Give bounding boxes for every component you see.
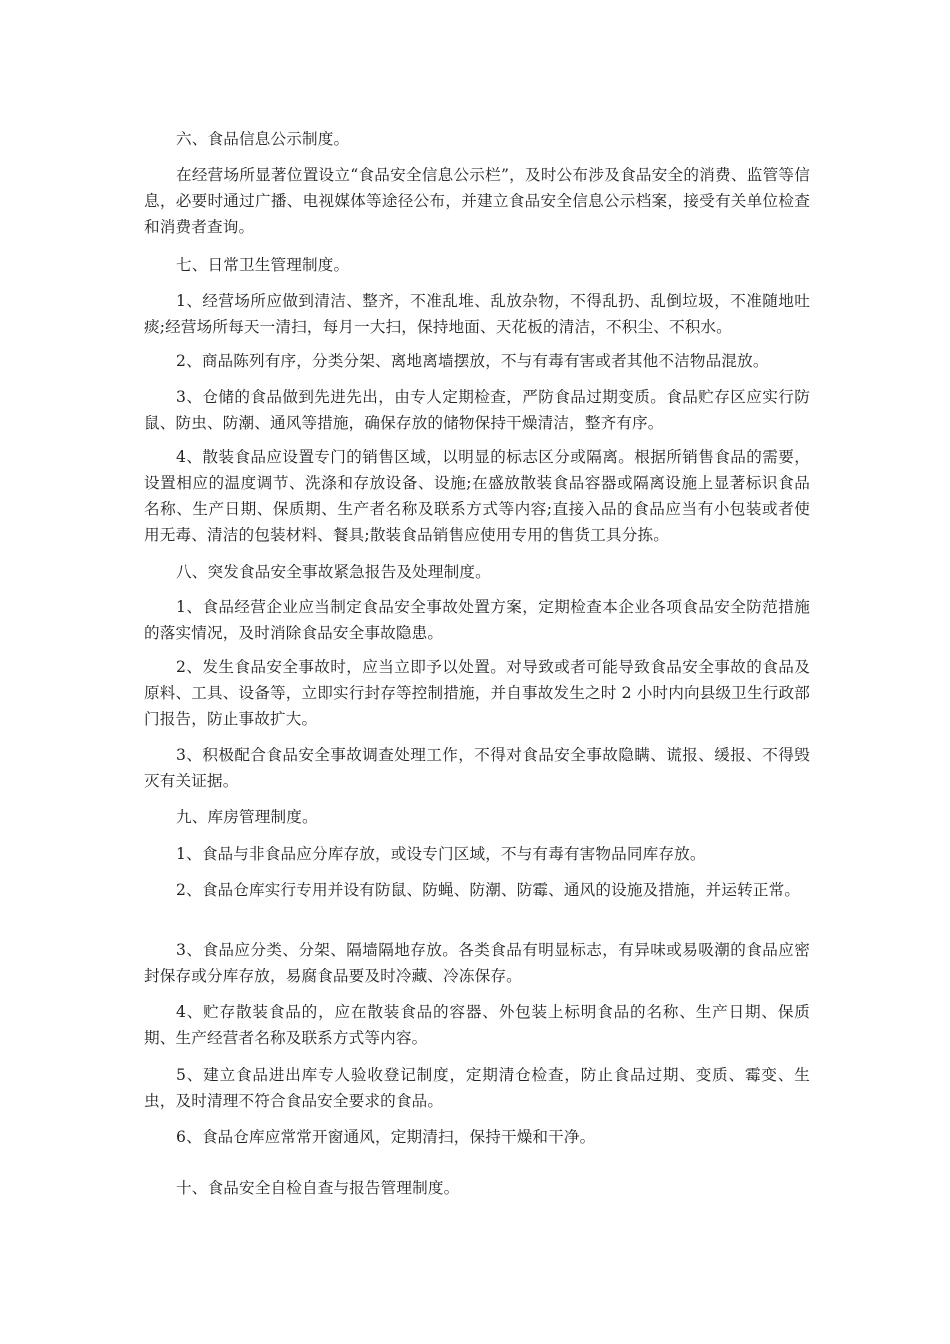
paragraph-9-2: 2、食品仓库实行专用并设有防鼠、防蝇、防潮、防霉、通风的设施及措施，并运转正常。 — [176, 881, 801, 899]
paragraph-7-3: 3、仓储的食品做到先进先出，由专人定期检查，严防食品过期变质。食品贮存区应实行防鼠、防虫、防潮、通风等措施，确保存放的储物保持干燥清洁，整齐有序。 — [144, 388, 810, 432]
section-heading-10: 十、食品安全自检自查与报告管理制度。 — [176, 1179, 460, 1197]
section-heading-9: 九、库房管理制度。 — [176, 808, 318, 826]
paragraph-9-4: 4、贮存散装食品的，应在散装食品的容器、外包装上标明食品的名称、生产日期、保质期、生产经营者名称及联系方式等内容。 — [144, 1003, 810, 1047]
paragraph-9-6: 6、食品仓库应常常开窗通风，定期清扫，保持干燥和干净。 — [176, 1128, 596, 1146]
section-heading-6: 六、食品信息公示制度。 — [176, 130, 350, 148]
paragraph-7-2: 2、商品陈列有序，分类分架、离地离墙摆放，不与有毒有害或者其他不洁物品混放。 — [176, 352, 769, 370]
paragraph-9-1: 1、食品与非食品应分库存放，或设专门区域，不与有毒有害物品同库存放。 — [176, 845, 706, 863]
paragraph-7-4: 4、散装食品应设置专门的销售区域，以明显的标志区分或隔离。根据所销售食品的需要，设置相应的温度调节、洗涤和存放设备、设施;在盛放散装食品容器或隔离设施上显著标识食品名称、生产日期、保质期、生产者名称及联系方式等内容;直接入品的食品应当有小包装或者使用无毒、清洁的包装材料、餐具;散装食品销售应使用专用的售货工具分拣。 — [144, 448, 810, 544]
paragraph-8-1: 1、食品经营企业应当制定食品安全事故处置方案，定期检查本企业各项食品安全防范措施的落实情况，及时消除食品安全事故隐患。 — [144, 598, 810, 642]
section-heading-7: 七、日常卫生管理制度。 — [176, 256, 350, 274]
paragraph-9-5: 5、建立食品进出库专人验收登记制度，定期清仓检查，防止食品过期、变质、霉变、生虫，及时清理不符合食品安全要求的食品。 — [144, 1066, 810, 1110]
section-heading-8: 八、突发食品安全事故紧急报告及处理制度。 — [176, 563, 491, 581]
paragraph-9-3: 3、食品应分类、分架、隔墙隔地存放。各类食品有明显标志，有异味或易吸潮的食品应密封保存或分库存放，易腐食品要及时冷藏、冷冻保存。 — [144, 941, 810, 985]
paragraph-8-3: 3、积极配合食品安全事故调查处理工作，不得对食品安全事故隐瞒、谎报、缓报、不得毁灭有关证据。 — [144, 746, 810, 790]
paragraph-6-body: 在经营场所显著位置设立“食品安全信息公示栏”，及时公布涉及食品安全的消费、监管等信息，必要时通过广播、电视媒体等途径公布，并建立食品安全信息公示档案，接受有关单位检查和消费者查询。 — [144, 166, 810, 236]
paragraph-8-2: 2、发生食品安全事故时，应当立即予以处置。对导致或者可能导致食品安全事故的食品及原料、工具、设备等，立即实行封存等控制措施，并自事故发生之时 2 小时内向县级卫生行政部门报告，防止事故扩大。 — [144, 658, 810, 728]
paragraph-7-1: 1、经营场所应做到清洁、整齐，不准乱堆、乱放杂物，不得乱扔、乱倒垃圾，不准随地吐痰;经营场所每天一清扫，每月一大扫，保持地面、天花板的清洁，不积尘、不积水。 — [144, 292, 810, 336]
